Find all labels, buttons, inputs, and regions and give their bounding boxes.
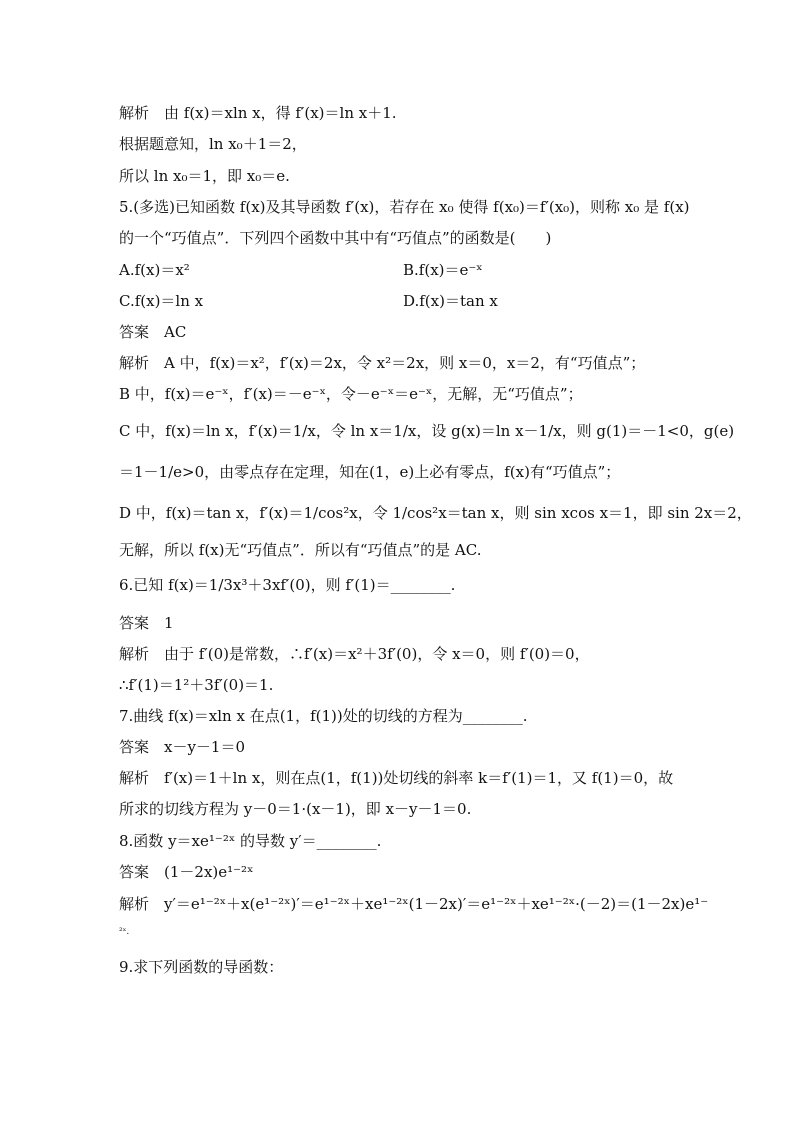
question-8: 8.函数 y＝xe¹⁻²ˣ 的导数 y′＝________. xyxy=(119,832,382,850)
answer-line: 答案 (1－2x)e¹⁻²ˣ xyxy=(119,863,254,881)
question-7: 7.曲线 f(x)＝xln x 在点(1，f(1))处的切线的方程为________. xyxy=(119,707,528,725)
analysis-line: C 中，f(x)＝ln x，f′(x)＝1/x，令 ln x＝1/x，设 g(x)＝ln x－1/x，则 g(1)＝－1<0，g(e) xyxy=(119,422,735,440)
analysis-line: 解析 A 中，f(x)＝x²，f′(x)＝2x，令 x²＝2x，则 x＝0，x＝2，有“巧值点”； xyxy=(119,354,646,372)
text-line: 根据题意知，ln x₀＋1＝2， xyxy=(119,135,307,153)
analysis-line: B 中，f(x)＝e⁻ˣ，f′(x)＝－e⁻ˣ，令－e⁻ˣ＝e⁻ˣ，无解，无“巧值点”； xyxy=(119,385,583,403)
analysis-line: D 中，f(x)＝tan x，f′(x)＝1/cos²x，令 1/cos²x＝tan x，则 sin xcos x＝1，即 sin 2x＝2， xyxy=(119,504,752,522)
option-a: A.f(x)＝x² xyxy=(119,261,190,279)
question-6: 6.已知 f(x)＝1/3x³＋3xf′(0)，则 f′(1)＝________. xyxy=(119,576,456,594)
option-c: C.f(x)＝ln x xyxy=(119,292,204,310)
text-line: 解析 由 f(x)＝xln x，得 f′(x)＝ln x＋1. xyxy=(119,104,397,122)
analysis-line: 无解，所以 f(x)无“巧值点”．所以有“巧值点”的是 AC. xyxy=(119,541,482,559)
text-line: 所以 ln x₀＝1，即 x₀＝e. xyxy=(119,167,290,185)
analysis-continuation: ²ˣ. xyxy=(119,927,130,937)
analysis-line: 解析 由于 f′(0)是常数，∴f′(x)＝x²＋3f′(0)，令 x＝0，则 f′(0)＝0， xyxy=(119,645,590,663)
analysis-line: 解析 f′(x)＝1＋ln x，则在点(1，f(1))处切线的斜率 k＝f′(1)＝1，又 f(1)＝0，故 xyxy=(119,769,674,787)
question-9: 9.求下列函数的导函数： xyxy=(119,958,284,976)
analysis-line: ∴f′(1)＝1²＋3f′(0)＝1. xyxy=(119,676,274,694)
option-d: D.f(x)＝tan x xyxy=(403,292,498,310)
answer-line: 答案 1 xyxy=(119,614,174,632)
question-5-stem: 5.(多选)已知函数 f(x)及其导函数 f′(x)，若存在 x₀ 使得 f(x₀)＝f′(x₀)，则称 x₀ 是 f(x) xyxy=(119,198,690,216)
analysis-line: 所求的切线方程为 y－0＝1·(x－1)，即 x－y－1＝0. xyxy=(119,800,472,818)
answer-line: 答案 AC xyxy=(119,323,187,341)
option-b: B.f(x)＝e⁻ˣ xyxy=(403,261,483,279)
question-5-stem: 的一个“巧值点”．下列四个函数中其中有“巧值点”的函数是( ) xyxy=(119,229,552,247)
answer-line: 答案 x－y－1＝0 xyxy=(119,738,246,756)
analysis-line: ＝1－1/e>0，由零点存在定理，知在(1，e)上必有零点，f(x)有“巧值点”； xyxy=(119,463,621,481)
analysis-line: 解析 y′＝e¹⁻²ˣ＋x(e¹⁻²ˣ)′＝e¹⁻²ˣ＋xe¹⁻²ˣ(1－2x)′＝e¹⁻²ˣ＋xe¹⁻²ˣ·(－2)＝(1－2x)e¹⁻ xyxy=(119,895,709,913)
